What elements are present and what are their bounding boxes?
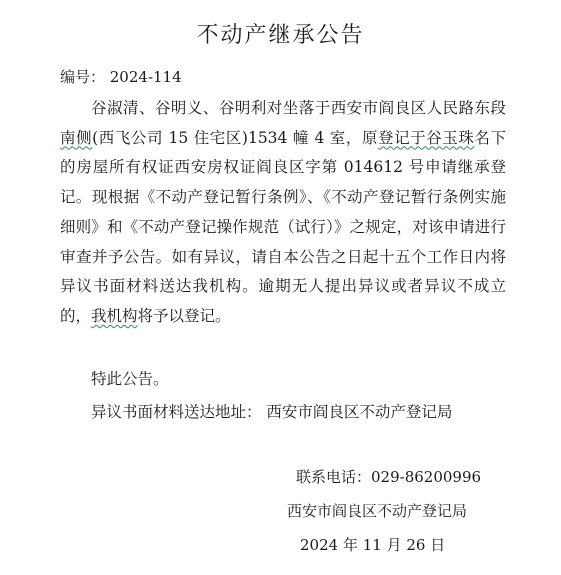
body-part-2: (西飞公司 15 住宅区)1534 幢 4 室，原 [92,128,379,147]
special-note: 特此公告。 [91,370,169,388]
issue-date: 2024 年 11 月 26 日 [300,536,446,554]
objection-address: 异议书面材料送达地址： 西安市阎良区不动产登记局 [91,403,453,421]
notice-body [60,94,506,332]
body-squiggle-3: 我机构 [91,306,138,325]
document-number: 编号： 2024-114 [60,68,182,86]
notice-title: 不动产继承公告 [196,23,365,48]
body-part-1: 谷淑清、谷明义、谷明利对坐落于西安市阎良区人民路东段 [91,99,506,117]
body-squiggle-2: 登记于谷玉珠 [378,128,475,147]
body-squiggle-1: 南侧 [60,128,93,147]
contact-phone: 联系电话：029-86200996 [296,468,482,486]
body-part-3: 名下的房屋所有权证西安房权证阎良区字第 014612 号申请继承登记。现根据《不动产登记暂行条例》、《不动产登记暂行条例实施细则》和《不动产登记操作规范（试行）》之规定，对该申请进行审查并予公告。如有异议，请自本公告之日起十五个工作日内将异议书面材料送达我机构。逾期无人提出异议或者异议不成立的， [60,128,506,325]
body-part-4: 将予以登记。 [137,306,231,325]
issuing-office: 西安市阎良区不动产登记局 [287,502,468,520]
